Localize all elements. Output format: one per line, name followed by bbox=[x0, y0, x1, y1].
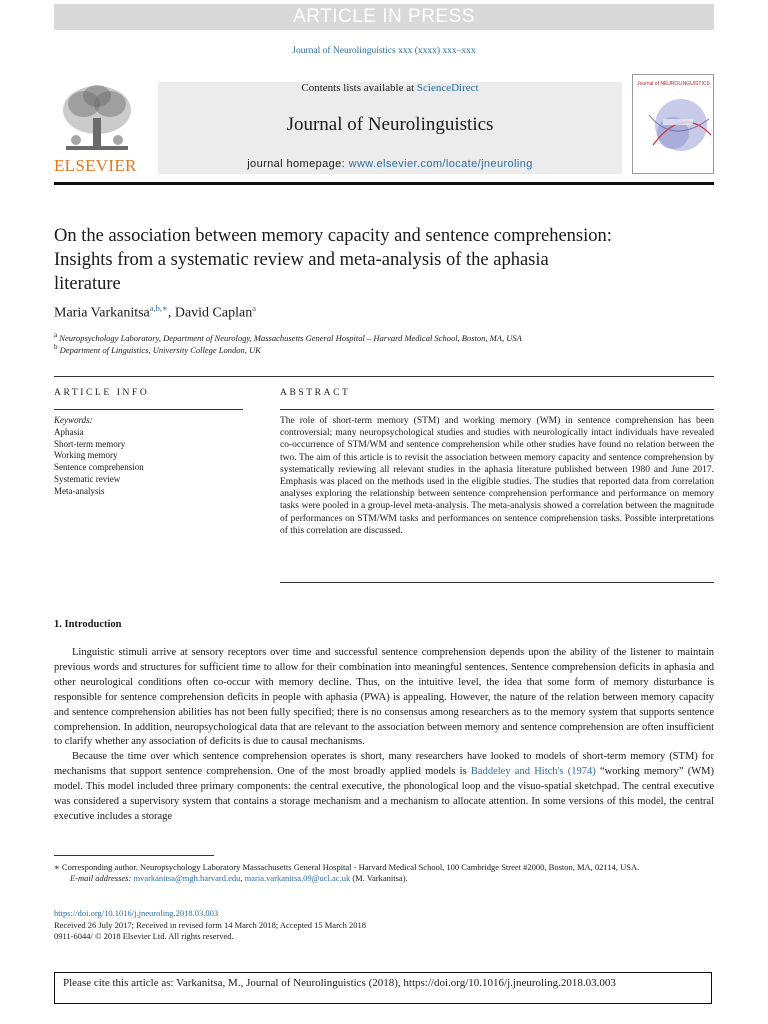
abstract-rule bbox=[280, 409, 714, 410]
elsevier-wordmark: ELSEVIER bbox=[54, 156, 137, 175]
affiliation-text: Department of Linguistics, University College London, UK bbox=[59, 344, 261, 355]
keyword: Meta-analysis bbox=[54, 485, 105, 496]
author-name: Maria Varkanitsa bbox=[54, 305, 150, 321]
keyword: Working memory bbox=[54, 450, 118, 461]
sciencedirect-link[interactable]: ScienceDirect bbox=[416, 82, 479, 94]
email-suffix: (M. Varkanitsa). bbox=[350, 873, 408, 884]
article-info-rule bbox=[54, 409, 243, 410]
journal-cover-thumbnail[interactable] bbox=[632, 74, 714, 174]
homepage-link[interactable]: www.elsevier.com/locate/jneuroling bbox=[348, 158, 533, 170]
affiliation-b bbox=[54, 343, 261, 355]
doi-link[interactable]: https://doi.org/10.1016/j.jneuroling.2018.03.003 bbox=[54, 908, 219, 918]
corresponding-author-note: ∗ Corresponding author. Neuropsychology Laboratory Massachusetts General Hospital - Harvard Medical School, 100 Cambridge Street #2000, Boston, MA, 02114, USA. bbox=[54, 862, 640, 872]
email-link[interactable]: mvarkanitsa@mgh.harvard.edu bbox=[133, 873, 241, 884]
author-separator: , bbox=[167, 305, 175, 321]
keywords-list bbox=[54, 415, 144, 498]
abstract-bottom-rule bbox=[280, 582, 714, 583]
citation-box: Please cite this article as: Varkanitsa, M., Journal of Neurolinguistics (2018), https://doi.org/10.1016/j.jneuroling.2018.03.003 bbox=[54, 972, 712, 1004]
keywords-label: Keywords: bbox=[54, 415, 93, 425]
author-list bbox=[54, 303, 256, 322]
keyword: Systematic review bbox=[54, 473, 121, 484]
elsevier-tree-logo bbox=[54, 80, 140, 156]
intro-paragraph-2 bbox=[54, 750, 714, 825]
abstract-text: The role of short-term memory (STM) and working memory (WM) in sentence comprehension has been controversial; many neuropsychological studies and studies with neurologically intact individuals have revealed co-occurrence of STM/WM and sentence comprehension while other studies have found no relation between the two. The aim of this article is to revisit the association between memory capacity and sentence comprehension by systematically reviewing all relevant studies in the aphasia literature published between 1980 and June 2017. Emphasis was placed on the methods used in the eligible studies. The studies that reported data from correlation analyses exploring the relationship between sentence comprehension performance and performance on memory tasks were pooled in a group-level meta-analysis. The meta-analysis showed a correlation between the magnitude of performances on STM/WM tasks and performances on sentence comprehension tasks. Possible interpretations of this correlation are discussed. bbox=[280, 416, 714, 536]
journal-title: Journal of Neurolinguistics bbox=[286, 114, 494, 135]
affiliation-mark: a bbox=[54, 331, 58, 339]
journal-homepage bbox=[158, 158, 622, 170]
contents-line bbox=[158, 82, 622, 94]
article-metadata bbox=[54, 908, 714, 943]
email-separator: , bbox=[240, 873, 245, 884]
cover-title: Journal of NEUROLINGUISTICS bbox=[637, 81, 710, 87]
footnote bbox=[54, 862, 714, 885]
email-link[interactable]: maria.varkanitsa.09@ucl.ac.uk bbox=[244, 873, 351, 884]
email-line bbox=[54, 873, 714, 884]
affiliation-mark: b bbox=[54, 343, 58, 351]
keyword: Aphasia bbox=[54, 426, 84, 437]
article-info-heading: ARTICLE INFO bbox=[54, 388, 150, 398]
author-affiliation-marks[interactable]: a,b,∗ bbox=[149, 303, 168, 313]
intro-paragraph-1: Linguistic stimuli arrive at sensory receptors over time and successful sentence comprehension depends upon the ability of the listener to maintain previous words and structures for sufficient time to allow for their combination into meaningful sentences. Sentence comprehension deficits in aphasia and other neurological conditions often co-occur with memory decline. Thus, on the intuitive level, the idea that some form of memory disturbance is responsible for sentence comprehension deficits in people with aphasia (PWA) is appealing. However, the nature of the relation between memory capacity and sentence comprehension abilities has not been fully specified; there is no consensus among researchers as to the memory system that supports sentence comprehension. In addition, neuropsychological data that are relevant to the association between memory and sentence comprehension are often insufficient to clarify whether any association of deficits is due to causal mechanisms. bbox=[54, 647, 714, 748]
affiliation-a bbox=[54, 331, 522, 343]
header-rule bbox=[54, 182, 714, 185]
affiliation-text: Neuropsychology Laboratory, Department of Neurology, Massachusetts General Hospital – Harvard Medical School, Boston, MA, USA bbox=[59, 332, 522, 343]
author-name: David Caplan bbox=[174, 305, 253, 321]
footnote-rule bbox=[54, 855, 214, 856]
citation-link-baddeley-hitch[interactable]: Baddeley and Hitch's (1974) bbox=[470, 766, 596, 778]
keyword: Short-term memory bbox=[54, 438, 126, 449]
keyword: Sentence comprehension bbox=[54, 462, 144, 473]
author-affiliation-marks[interactable]: a bbox=[252, 303, 256, 313]
paragraph-text: Because the time over which sentence comprehension operates is short, many researchers have looked to models of short-term memory (STM) for mechanisms that support sentence comprehension. One of the most broadly applied models is bbox=[54, 751, 714, 778]
article-in-press-banner: ARTICLE IN PRESS bbox=[54, 4, 714, 30]
section-divider bbox=[54, 376, 714, 377]
contents-prefix: Contents lists available at bbox=[301, 82, 417, 94]
cover-artwork bbox=[633, 75, 713, 173]
section-heading-introduction: 1. Introduction bbox=[54, 619, 122, 630]
journal-citation[interactable]: Journal of Neurolinguistics xxx (xxxx) xxx–xxx bbox=[292, 46, 476, 56]
article-title: On the association between memory capacity and sentence comprehension: Insights from a systematic review and meta-analysis of the aphasia literature bbox=[54, 226, 612, 294]
abstract-heading: ABSTRACT bbox=[280, 388, 351, 398]
homepage-prefix: journal homepage: bbox=[247, 158, 349, 170]
copyright-line: 0911-6044/ © 2018 Elsevier Ltd. All rights reserved. bbox=[54, 931, 234, 942]
paragraph-text: “working memory” (WM) model. This model included three primary components: the central executive, the phonological loop and the visuo-spatial sketchpad. The central executive was considered a supervisory system that contains a storage mechanism and a mechanism to allocate attention. In some versions of this model, the central executive includes a storage bbox=[54, 766, 714, 822]
received-dates: Received 26 July 2017; Received in revised form 14 March 2018; Accepted 15 March 2018 bbox=[54, 919, 367, 930]
intro-body bbox=[54, 646, 714, 825]
email-label: E-mail addresses: bbox=[70, 873, 132, 884]
